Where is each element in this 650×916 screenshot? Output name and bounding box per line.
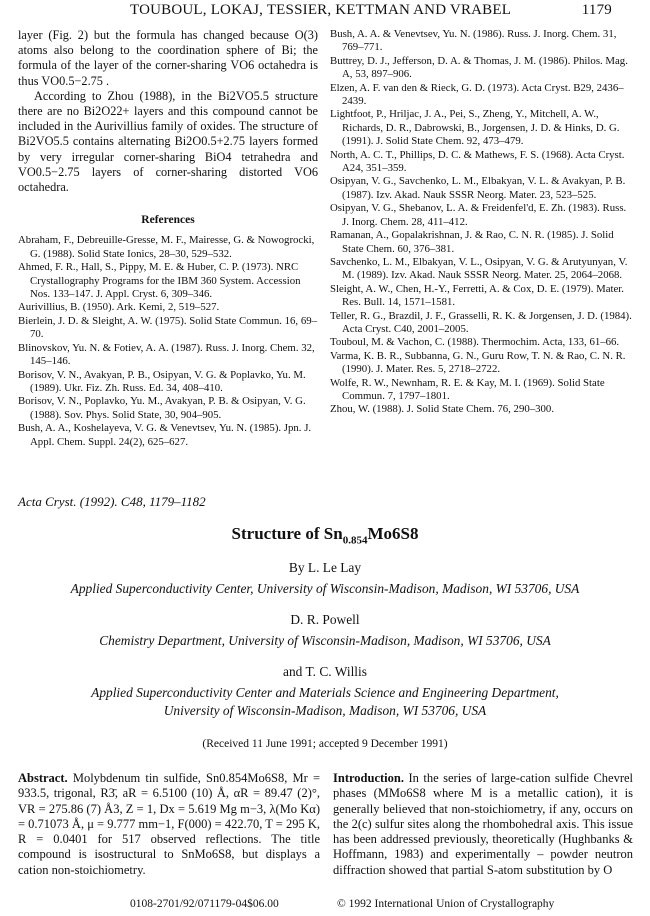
abstract-text: Molybdenum tin sulfide, Sn0.854Mo6S8, Mr = 933.5, trigonal, R3̄, aR = 6.5100 (10) Å, αR = 89.47 (2)°, VR = 275.86 (7) Å3, Z = 1, Dx = 5.619 Mg m−3, λ(Mo Kα) = 0.71073 Å, μ = 9.777 mm−1, F(000) = 422.70, T = 295 K, R = 0.0401 for 517 observed reflections. The title compound is isostructural to SnMo6S8, but displays a cation non-stoichiometry.: [18, 771, 321, 877]
introduction-text: In the series of large-cation sulfide Chevrel phases (MMo6S8 where M is a metallic cation), it is generally believed that non-stoichiometry, if any, occurs on the 2(c) sulfur sites along the rhombohedral axis. This issue has been addressed previously, theoretically (Hughbanks & Hoffmann, 1983) and experimentally – powder neutron diffraction showed that partial S-atom substitution by O: [333, 771, 634, 877]
affiliation-1: Applied Superconductivity Center, University of Wisconsin-Madison, Madison, WI 53706, USA: [70, 581, 580, 596]
reference: Osipyan, V. G., Shebanov, L. A. & Freidenfel'd, E. Zh. (1983). Russ. J. Inorg. Chem. 28, 411–412.: [330, 202, 627, 228]
journal-citation: Acta Cryst. (1992). C48, 1179–1182: [18, 494, 206, 509]
reference: Bierlein, J. D. & Sleight, A. W. (1975). Solid State Commun. 16, 69–70.: [18, 314, 318, 341]
body-paragraph: layer (Fig. 2) but the formula has changed because O(3) atoms also belong to the coordination sphere of Bi; the formula of the layer of the corner-sharing VO6 octahedra is thus VO0.5−2.75 .: [18, 28, 318, 88]
affiliation-3-line-1: Applied Superconductivity Center and Materials Science and Engineering Department,: [91, 685, 559, 700]
reference: Touboul, M. & Vachon, C. (1988). Thermochim. Acta, 133, 61–66.: [330, 336, 620, 349]
reference: Buttrey, D. J., Jefferson, D. A. & Thomas, J. M. (1986). Philos. Mag. A, 53, 897–906.: [330, 54, 628, 81]
right-column: [330, 28, 632, 417]
reference: Aurivillius, B. (1950). Ark. Kemi, 2, 519–527.: [18, 301, 220, 314]
reference: Teller, R. G., Brazdil, J. F., Grasselli, R. K. & Jorgensen, J. D. (1984). Acta Cryst. C40, 2001–2005.: [330, 309, 632, 335]
reference: Savchenko, L. M., Elbakyan, V. L., Osipyan, V. G. & Arutyunyan, V. M. (1989). Izv. Akad. Nauk SSSR Neorg. Mater. 25, 2064–2068.: [330, 255, 628, 282]
reference: Borisov, V. N., Avakyan, P. B., Osipyan, V. G. & Poplavko, Yu. M. (1989). Ukr. Fiz. Zh. Russ. Ed. 34, 408–410.: [18, 368, 306, 394]
abstract-label: Abstract.: [18, 771, 68, 785]
author-2: D. R. Powell: [290, 612, 360, 627]
body-paragraph: According to Zhou (1988), in the Bi2VO5.5 structure there are no Bi2O22+ layers and this compound cannot be included in the Aurivillius family of oxides. The structure of Bi2VO5.5 contains alternating Bi2O0.5+2.75 layers formed by very irregular corner-sharing BiO4 tetrahedra and VO0.5−2.75 layers of corner-sharing distorted VO6 octahedra.: [18, 88, 318, 195]
introduction-label: Introduction.: [333, 771, 404, 785]
reference: North, A. C. T., Phillips, D. C. & Mathews, F. S. (1968). Acta Cryst. A24, 351–359.: [330, 148, 625, 175]
author-3: and T. C. Willis: [283, 664, 367, 679]
running-head: [0, 0, 650, 26]
reference: Varma, K. B. R., Subbanna, G. N., Guru Row, T. N. & Rao, C. N. R. (1990). J. Mater. Res. 5, 2718–2722.: [330, 349, 626, 376]
reference: Ahmed, F. R., Hall, S., Pippy, M. E. & Huber, C. P. (1973). NRC Crystallography Programs for the IBM 360 System. Accession Nos. 133–147. J. Appl. Cryst. 6, 309–346.: [18, 261, 301, 301]
reference: Osipyan, V. G., Savchenko, L. M., Elbakyan, V. L. & Avakyan, P. B. (1987). Izv. Akad. Nauk SSSR Neorg. Mater. 23, 523–525.: [330, 175, 626, 201]
affiliation-2: Chemistry Department, University of Wisconsin-Madison, Madison, WI 53706, USA: [99, 633, 551, 648]
reference: Bush, A. A., Koshelayeva, V. G. & Venevtsev, Yu. N. (1985). Jpn. J. Appl. Chem. Suppl. 24(2), 625–627.: [18, 422, 312, 448]
reference: Bush, A. A. & Venevtsev, Yu. N. (1986). Russ. J. Inorg. Chem. 31, 769–771.: [330, 28, 617, 54]
title-subscript: 0.854: [342, 534, 368, 547]
footer-code: 0108-2701/92/071179-04$06.00: [130, 898, 279, 910]
introduction: [333, 771, 633, 878]
received-dates: (Received 11 June 1991; accepted 9 December 1991): [202, 738, 448, 750]
reference: Blinovskov, Yu. N. & Fotiev, A. A. (1987). Russ. J. Inorg. Chem. 32, 145–146.: [18, 341, 315, 368]
reference: Wolfe, R. W., Newnham, R. E. & Kay, M. I. (1969). Solid State Commun. 7, 1797–1801.: [330, 376, 605, 402]
reference: Borisov, V. N., Poplavko, Yu. M., Avakyan, P. B. & Osipyan, V. G. (1988). Sov. Phys. Solid State, 30, 904–905.: [18, 395, 306, 421]
footer-copyright: © 1992 International Union of Crystallography: [337, 898, 555, 910]
reference: Ramanan, A., Gopalakrishnan, J. & Rao, C. N. R. (1985). J. Solid State Chem. 60, 376–381.: [330, 229, 614, 255]
title-prefix: Structure of Sn: [231, 524, 343, 543]
running-head-title: TOUBOUL, LOKAJ, TESSIER, KETTMAN AND VRABEL: [130, 2, 512, 18]
affiliation-3-line-2: University of Wisconsin-Madison, Madison, WI 53706, USA: [163, 703, 487, 718]
paper-title: [0, 524, 650, 546]
reference: Abraham, F., Debreuille-Gresse, M. F., Mairesse, G. & Nowogrocki, G. (1988). Solid State Ionics, 28–30, 529–532.: [18, 234, 315, 260]
references-heading: References: [141, 214, 195, 227]
reference: Lightfoot, P., Hriljac, J. A., Pei, S., Zheng, Y., Mitchell, A. W., Richards, D. R., Dabrowski, B., Jorgensen, J. D. & Hinks, D. G. (1991). J. Solid State Chem. 92, 473–479.: [330, 108, 620, 148]
title-suffix: Mo6S8: [367, 524, 419, 543]
author-1: By L. Le Lay: [288, 560, 362, 575]
reference: Zhou, W. (1988). J. Solid State Chem. 76, 290–300.: [330, 403, 555, 416]
page-number: 1179: [581, 2, 612, 18]
abstract: [18, 771, 320, 878]
reference: Elzen, A. F. van den & Rieck, G. D. (1973). Acta Cryst. B29, 2436–2439.: [330, 81, 624, 108]
reference: Sleight, A. W., Chen, H.-Y., Ferretti, A. & Cox, D. E. (1979). Mater. Res. Bull. 14, 1571–1581.: [330, 282, 625, 309]
left-column: [18, 28, 318, 449]
